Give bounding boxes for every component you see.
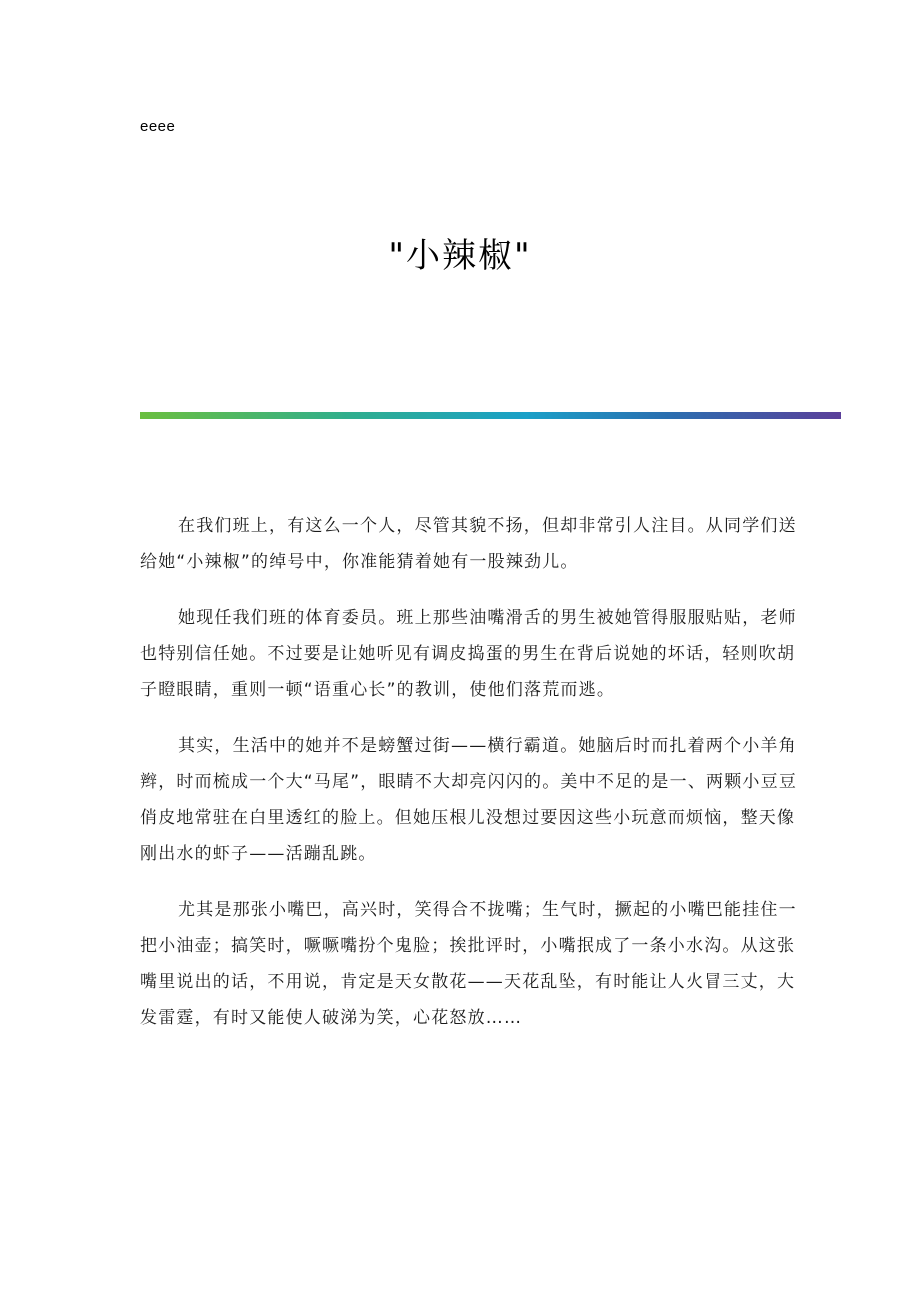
paragraph-2: 她现任我们班的体育委员。班上那些油嘴滑舌的男生被她管得服服贴贴，老师也特别信任她。不过要是让她听见有调皮捣蛋的男生在背后说她的坏话，轻则吹胡子瞪眼睛，重则一顿“语重心长”的教训，使他们落荒而逃。 bbox=[140, 608, 797, 700]
document-title: "小辣椒" bbox=[388, 236, 532, 276]
paragraph-4: 尤其是那张小嘴巴，高兴时，笑得合不拢嘴；生气时，撅起的小嘴巴能挂住一把小油壶；搞笑时，噘噘嘴扮个鬼脸；挨批评时，小嘴抿成了一条小水沟。从这张嘴里说出的话，不用说，肯定是天女散花——天花乱坠，有时能让人火冒三丈，大发雷霆，有时又能使人破涕为笑，心花怒放…… bbox=[140, 900, 797, 1028]
gradient-divider bbox=[140, 412, 841, 419]
document-body bbox=[140, 508, 800, 1056]
header-mark: eeee bbox=[140, 118, 176, 135]
paragraph-1: 在我们班上，有这么一个人，尽管其貌不扬，但却非常引人注目。从同学们送给她“小辣椒”的绰号中，你准能猜着她有一股辣劲儿。 bbox=[140, 516, 797, 572]
paragraph-3: 其实，生活中的她并不是螃蟹过街——横行霸道。她脑后时而扎着两个小羊角辫，时而梳成一个大“马尾”，眼睛不大却亮闪闪的。美中不足的是一、两颗小豆豆俏皮地常驻在白里透红的脸上。但她压根儿没想过要因这些小玩意而烦恼，整天像刚出水的虾子——活蹦乱跳。 bbox=[140, 736, 798, 864]
